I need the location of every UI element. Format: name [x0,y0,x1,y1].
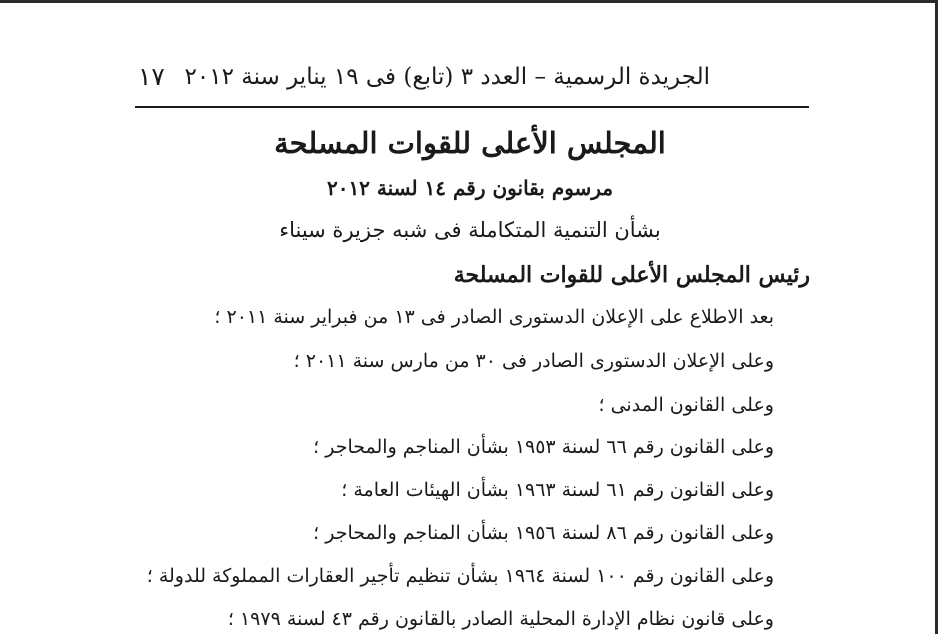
preamble-line: وعلى القانون رقم ٨٦ لسنة ١٩٥٦ بشأن المناجم والمحاجر ؛ [313,522,774,544]
decree-subject: بشأن التنمية المتكاملة فى شبه جزيرة سيناء [279,218,661,242]
running-header-title: الجريدة الرسمية – العدد ٣ (تابع) فى ١٩ يناير سنة ٢٠١٢ [184,64,710,90]
page-number: ١٧ [138,62,165,91]
preamble-line: وعلى قانون نظام الإدارة المحلية الصادر بالقانون رقم ٤٣ لسنة ١٩٧٩ ؛ [227,608,774,630]
decree-title: مرسوم بقانون رقم ١٤ لسنة ٢٠١٢ [326,176,614,200]
preamble-line: وعلى القانون رقم ٦١ لسنة ١٩٦٣ بشأن الهيئات العامة ؛ [341,479,774,501]
header-divider [135,106,809,108]
issuer-heading: المجلس الأعلى للقوات المسلحة [274,126,666,160]
preamble-line: وعلى القانون رقم ٦٦ لسنة ١٩٥٣ بشأن المناجم والمحاجر ؛ [313,436,774,458]
president-heading: رئيس المجلس الأعلى للقوات المسلحة [453,262,810,288]
preamble-line: وعلى الإعلان الدستورى الصادر فى ٣٠ من مارس سنة ٢٠١١ ؛ [293,350,774,372]
preamble-line: وعلى القانون رقم ١٠٠ لسنة ١٩٦٤ بشأن تنظيم تأجير العقارات المملوكة للدولة ؛ [146,565,774,587]
preamble-line: وعلى القانون المدنى ؛ [598,394,774,416]
preamble-line: بعد الاطلاع على الإعلان الدستورى الصادر فى ١٣ من فبراير سنة ٢٠١١ ؛ [214,306,774,328]
